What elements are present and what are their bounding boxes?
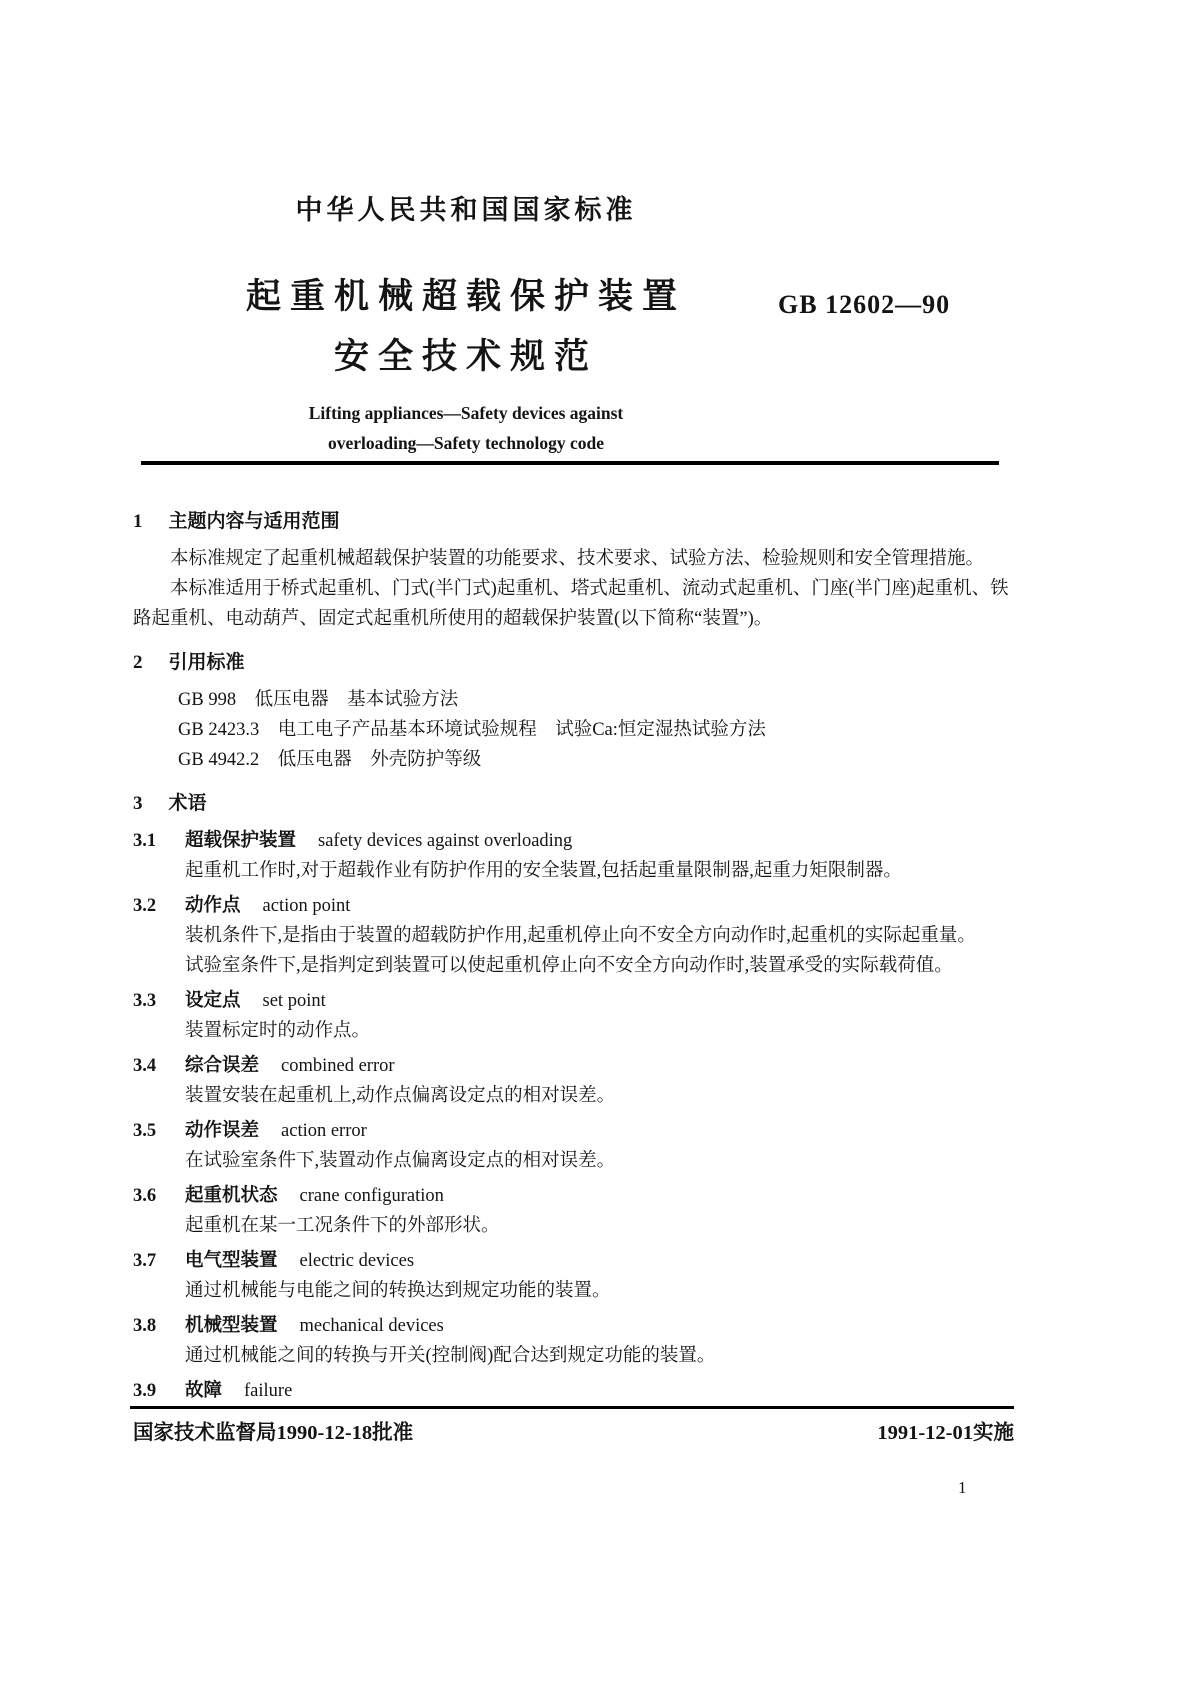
- term-name-en: mechanical devices: [299, 1316, 444, 1336]
- term-item: [133, 1376, 1012, 1406]
- term-item: [133, 891, 1012, 981]
- header-rule: [141, 461, 999, 465]
- term-line: [133, 1311, 1012, 1341]
- term-name-cn: 机械型装置: [185, 1316, 278, 1336]
- term-line: [133, 1181, 1012, 1211]
- section-3-heading: [133, 789, 1012, 819]
- term-definition: 装机条件下,是指由于装置的超载防护作用,起重机停止向不安全方向动作时,起重机的实际起重量。: [185, 926, 976, 946]
- term-definition: 在试验室条件下,装置动作点偏离设定点的相对误差。: [185, 1151, 616, 1171]
- term-name-cn: 起重机状态: [185, 1186, 278, 1206]
- term-item: [133, 1311, 1012, 1371]
- section-title: 术语: [168, 793, 207, 814]
- term-name-cn: 动作误差: [185, 1121, 260, 1141]
- term-name-en: set point: [262, 991, 326, 1011]
- section-title: 引用标准: [168, 652, 245, 673]
- term-definition: 装置安装在起重机上,动作点偏离设定点的相对误差。: [185, 1086, 616, 1106]
- term-definition: 试验室条件下,是指判定到装置可以使起重机停止向不安全方向动作时,装置承受的实际载荷值。: [185, 956, 953, 976]
- section-2-heading: [133, 648, 1012, 678]
- implementation-text: 1991-12-01实施: [877, 1422, 1014, 1444]
- term-item: [133, 826, 1012, 886]
- term-name-en: combined error: [281, 1056, 395, 1076]
- term-number: 3.3: [133, 991, 157, 1011]
- term-name-en: failure: [244, 1381, 293, 1401]
- term-name-en: crane configuration: [299, 1186, 444, 1206]
- english-title-line-1: Lifting appliances—Safety devices against: [308, 403, 624, 423]
- document-header: [150, 188, 782, 454]
- term-definition: 起重机工作时,对于超载作业有防护作用的安全装置,包括起重量限制器,起重力矩限制器。: [185, 861, 902, 881]
- term-number: 3.6: [133, 1186, 157, 1206]
- term-definition: 通过机械能之间的转换与开关(控制阀)配合达到规定功能的装置。: [185, 1346, 716, 1366]
- approval-text: 国家技术监督局1990-12-18批准: [133, 1422, 414, 1444]
- term-name-cn: 设定点: [185, 991, 241, 1011]
- term-name-cn: 故障: [185, 1381, 223, 1401]
- term-name-cn: 动作点: [185, 896, 241, 916]
- term-name-cn: 综合误差: [185, 1056, 260, 1076]
- standard-number: GB 12602—90: [778, 290, 951, 319]
- term-definition: 起重机在某一工况条件下的外部形状。: [185, 1216, 500, 1236]
- section-1-heading: [133, 507, 1012, 537]
- term-definition: 装置标定时的动作点。: [185, 1021, 371, 1041]
- section-number: 1: [133, 511, 143, 532]
- term-item: [133, 1181, 1012, 1241]
- section-1-paragraph-2: 本标准适用于桥式起重机、门式(半门式)起重机、塔式起重机、流动式起重机、门座(半门座)起重机、铁路起重机、电动葫芦、固定式起重机所使用的超载保护装置(以下简称“装置”)。: [133, 579, 1009, 629]
- term-line: [133, 1116, 1012, 1146]
- term-number: 3.2: [133, 896, 157, 916]
- term-name-en: action point: [262, 896, 351, 916]
- page-number: 1: [958, 1478, 967, 1497]
- reference-line: GB 4942.2 低压电器 外壳防护等级: [178, 750, 482, 770]
- term-name-en: action error: [281, 1121, 367, 1141]
- term-number: 3.8: [133, 1316, 157, 1336]
- reference-line: GB 998 低压电器 基本试验方法: [178, 690, 459, 710]
- title-line-1: 起重机械超载保护装置: [245, 277, 686, 316]
- term-number: 3.4: [133, 1056, 157, 1076]
- term-item: [133, 1051, 1012, 1111]
- term-definition: 通过机械能与电能之间的转换达到规定功能的装置。: [185, 1281, 611, 1301]
- document-footer: [133, 1415, 1014, 1445]
- term-line: [133, 891, 1012, 921]
- term-name-en: electric devices: [299, 1251, 415, 1271]
- term-item: [133, 986, 1012, 1046]
- section-1-paragraph-1: 本标准规定了起重机械超载保护装置的功能要求、技术要求、试验方法、检验规则和安全管理措施。: [170, 549, 985, 569]
- english-title-line-2: overloading—Safety technology code: [327, 433, 605, 453]
- footer-rule: [130, 1406, 1014, 1409]
- term-name-en: safety devices against overloading: [318, 831, 573, 851]
- term-item: [133, 1246, 1012, 1306]
- section-number: 2: [133, 652, 143, 673]
- section-title: 主题内容与适用范围: [168, 511, 340, 532]
- standard-label: 中华人民共和国国家标准: [295, 195, 637, 225]
- term-line: [133, 986, 1012, 1016]
- term-line: [133, 1051, 1012, 1081]
- term-name-cn: 超载保护装置: [185, 831, 297, 851]
- term-number: 3.5: [133, 1121, 157, 1141]
- title-line-2: 安全技术规范: [333, 337, 598, 376]
- term-number: 3.9: [133, 1381, 157, 1401]
- term-line: [133, 1376, 1012, 1406]
- term-name-cn: 电气型装置: [185, 1251, 278, 1271]
- document-body: [133, 507, 1012, 1406]
- section-number: 3: [133, 793, 143, 814]
- term-line: [133, 1246, 1012, 1276]
- term-number: 3.1: [133, 831, 157, 851]
- term-line: [133, 826, 1012, 856]
- term-number: 3.7: [133, 1251, 157, 1271]
- term-item: [133, 1116, 1012, 1176]
- reference-line: GB 2423.3 电工电子产品基本环境试验规程 试验Ca:恒定湿热试验方法: [178, 720, 766, 740]
